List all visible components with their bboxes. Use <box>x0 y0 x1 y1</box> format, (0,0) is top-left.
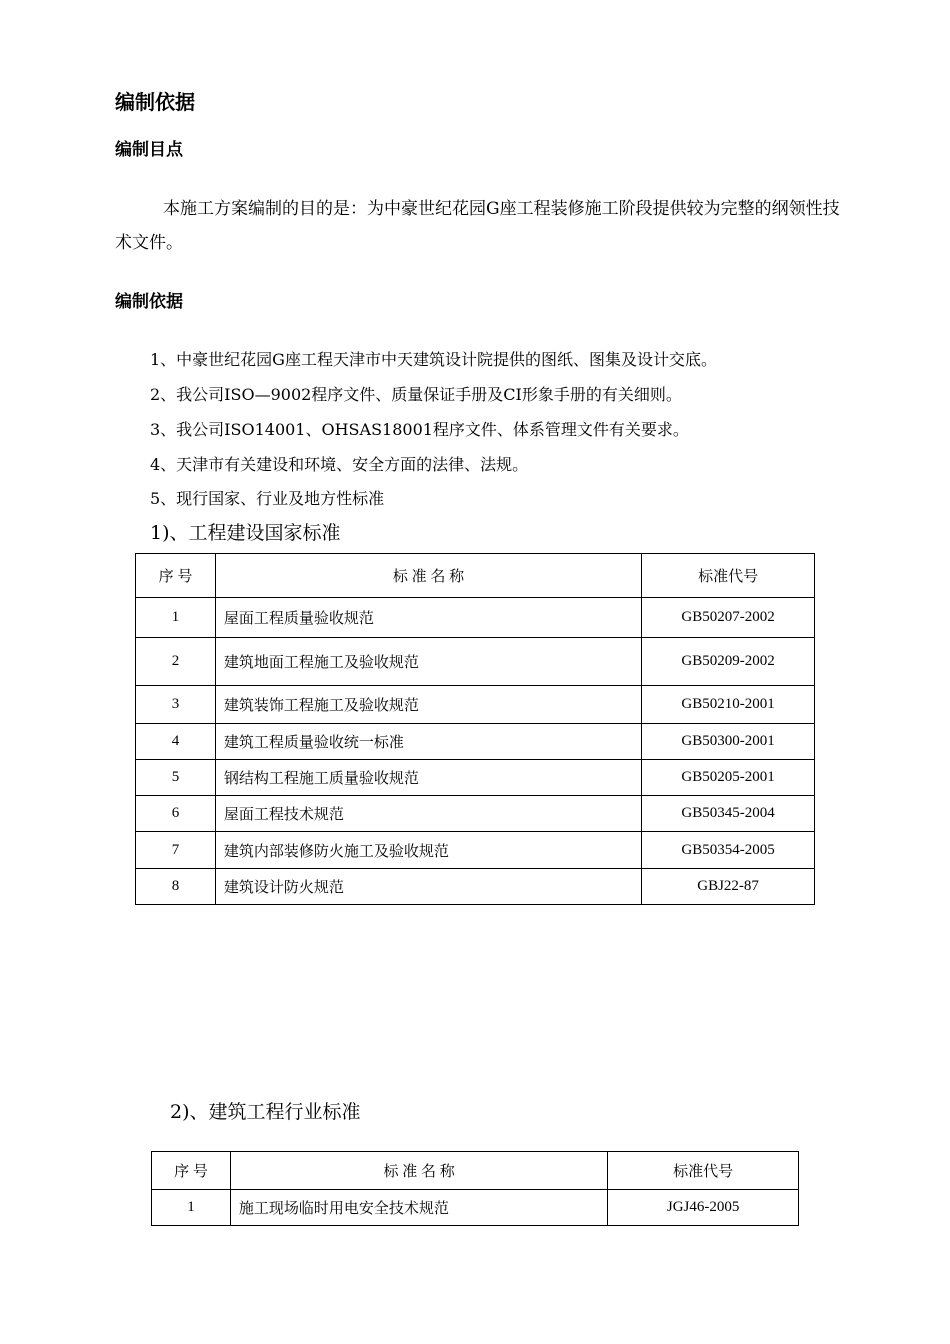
row-seq: 3 <box>136 686 216 724</box>
basis-heading: 编制依据 <box>115 292 183 312</box>
row-name: 钢结构工程施工质量验收规范 <box>215 760 641 796</box>
table-header-row <box>152 1152 799 1190</box>
table-row <box>136 638 815 686</box>
basis-item-1: 1、中豪世纪花园G座工程天津市中天建筑设计院提供的图纸、图集及设计交底。 <box>150 350 717 369</box>
table-row <box>136 598 815 638</box>
header-code: 标准代号 <box>642 554 815 598</box>
row-name: 建筑地面工程施工及验收规范 <box>215 638 641 686</box>
row-name: 施工现场临时用电安全技术规范 <box>230 1190 607 1226</box>
row-seq: 6 <box>136 796 216 832</box>
row-seq: 8 <box>136 869 216 905</box>
table-row <box>136 796 815 832</box>
basis-item-4: 4、天津市有关建设和环境、安全方面的法律、法规。 <box>150 455 529 474</box>
table-row <box>152 1190 799 1226</box>
header-seq: 序 号 <box>136 554 216 598</box>
national-standards-table <box>135 553 815 905</box>
row-code: GB50207-2002 <box>642 598 815 638</box>
industry-standards-table <box>151 1151 799 1226</box>
purpose-paragraph: 本施工方案编制的目的是：为中豪世纪花园G座工程装修施工阶段提供较为完整的纲领性技术文件。 <box>115 199 840 253</box>
row-name: 屋面工程质量验收规范 <box>215 598 641 638</box>
basis-item-2: 2、我公司ISO—9002程序文件、质量保证手册及CI形象手册的有关细则。 <box>150 385 682 404</box>
row-name: 建筑装饰工程施工及验收规范 <box>215 686 641 724</box>
table-row <box>136 760 815 796</box>
row-name: 建筑设计防火规范 <box>215 869 641 905</box>
table-header-row <box>136 554 815 598</box>
row-name: 建筑内部装修防火施工及验收规范 <box>215 832 641 869</box>
row-code: JGJ46-2005 <box>608 1190 799 1226</box>
header-name: 标 准 名 称 <box>230 1152 607 1190</box>
page-title: 编制依据 <box>115 90 195 114</box>
basis-item-5: 5、现行国家、行业及地方性标准 <box>150 489 385 508</box>
header-seq: 序 号 <box>152 1152 231 1190</box>
header-name: 标 准 名 称 <box>215 554 641 598</box>
row-code: GB50345-2004 <box>642 796 815 832</box>
basis-item-3: 3、我公司ISO14001、OHSAS18001程序文件、体系管理文件有关要求。 <box>150 420 689 439</box>
row-code: GB50210-2001 <box>642 686 815 724</box>
purpose-heading: 编制目点 <box>115 140 183 160</box>
table-row <box>136 869 815 905</box>
row-seq: 2 <box>136 638 216 686</box>
row-seq: 5 <box>136 760 216 796</box>
national-standards-heading: 1)、工程建设国家标准 <box>150 522 341 544</box>
table-row <box>136 686 815 724</box>
table-row <box>136 724 815 760</box>
row-code: GB50209-2002 <box>642 638 815 686</box>
row-code: GBJ22-87 <box>642 869 815 905</box>
header-code: 标准代号 <box>608 1152 799 1190</box>
row-code: GB50205-2001 <box>642 760 815 796</box>
row-seq: 7 <box>136 832 216 869</box>
row-name: 屋面工程技术规范 <box>215 796 641 832</box>
industry-standards-heading: 2)、建筑工程行业标准 <box>170 1101 361 1123</box>
row-seq: 1 <box>136 598 216 638</box>
row-name: 建筑工程质量验收统一标准 <box>215 724 641 760</box>
table-row <box>136 832 815 869</box>
row-code: GB50354-2005 <box>642 832 815 869</box>
row-seq: 4 <box>136 724 216 760</box>
row-code: GB50300-2001 <box>642 724 815 760</box>
row-seq: 1 <box>152 1190 231 1226</box>
